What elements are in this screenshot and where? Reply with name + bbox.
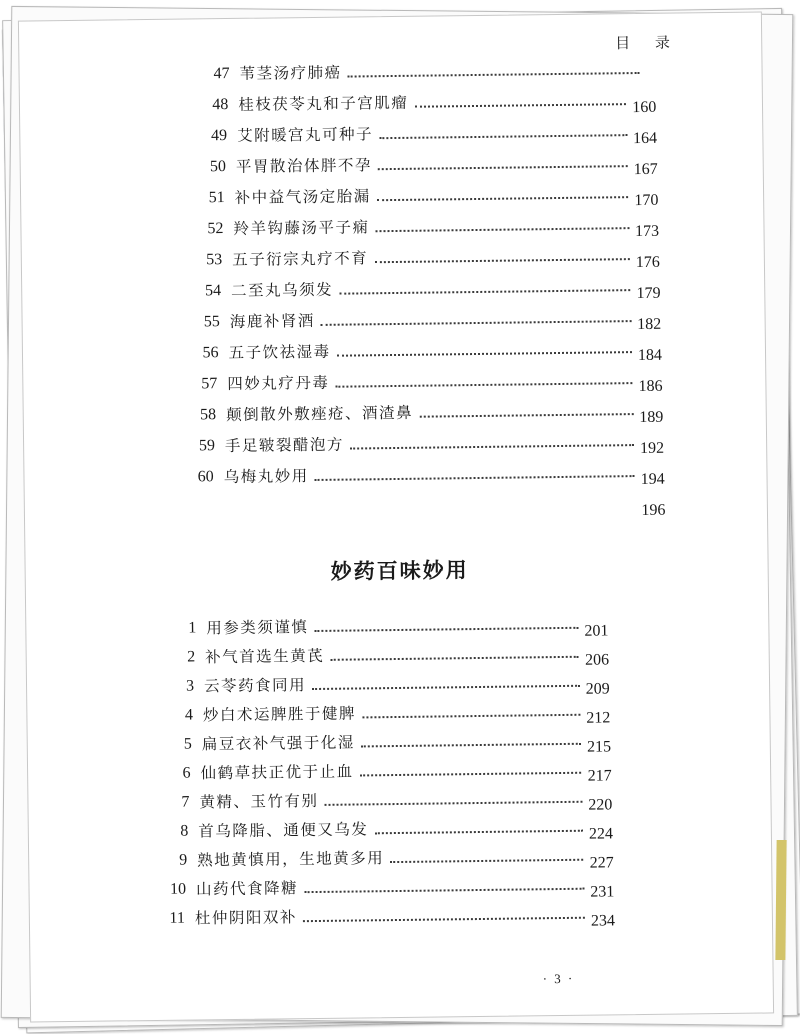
section-heading: 妙药百味妙用 [330, 557, 469, 584]
toc-entry-page: 167 [633, 160, 658, 179]
toc-entry-page: 160 [632, 98, 657, 117]
toc-entry-number: 59 [198, 437, 216, 455]
toc-entry [182, 492, 677, 526]
toc-entry [164, 670, 625, 704]
toc-entry [157, 844, 627, 878]
toc-entry-title: 杜仲阴阳双补 [194, 908, 298, 928]
toc-leader-dots [419, 413, 633, 418]
toc-entry-title: 扁豆衣补气强于化湿 [201, 733, 355, 754]
toc-entry-number: 55 [203, 313, 220, 331]
toc-entry-title: 四妙丸疗丹毒 [227, 373, 330, 394]
toc-entry-title: 补中益气汤定胎漏 [234, 187, 371, 207]
toc-entry [196, 151, 673, 185]
toc-entry-number: 47 [213, 65, 230, 83]
toc-entry-title: 首乌降脂、通便又乌发 [198, 820, 369, 841]
toc-entry [160, 757, 626, 791]
toc-leader-dots [304, 888, 584, 893]
toc-entry-number: 56 [202, 344, 219, 362]
toc-entry-title: 海鹿补肾酒 [229, 311, 315, 332]
toc-leader-dots [339, 289, 630, 295]
toc-entry [159, 786, 626, 820]
toc-leader-dots [362, 714, 580, 719]
toc-entry-page: 164 [632, 129, 658, 148]
toc-entry-number: 11 [169, 909, 185, 927]
toc-entry-page: 179 [636, 284, 661, 303]
toc-entry-page: 206 [584, 651, 610, 669]
toc-entry [166, 612, 624, 646]
toc-entry [197, 120, 672, 154]
toc-entry-page: 227 [589, 854, 614, 872]
toc-entry-title: 乌梅丸妙用 [223, 467, 309, 487]
toc-entry [165, 641, 625, 675]
toc-leader-dots [348, 72, 640, 78]
toc-leader-dots [375, 258, 630, 263]
toc-leader-dots [376, 227, 629, 232]
toc-entry [162, 728, 626, 762]
toc-entry-number: 48 [212, 96, 229, 114]
toc-entry-title: 手足皲裂醋泡方 [224, 435, 345, 456]
toc-entry-number: 50 [209, 158, 226, 176]
toc-leader-dots [361, 743, 581, 748]
toc-entry-number: 3 [185, 677, 195, 695]
toc-entry-page: 209 [585, 680, 610, 698]
toc-leader-dots [330, 656, 579, 661]
toc-entry-title: 补气首选生黄芪 [205, 646, 325, 667]
toc-entry-page: 189 [639, 408, 664, 427]
toc-entry-number: 54 [204, 282, 222, 300]
toc-entry [198, 89, 672, 123]
toc-entry [186, 399, 676, 433]
toc-leader-dots [312, 685, 579, 690]
toc-entry-number: 49 [211, 127, 228, 145]
toc-leader-dots [350, 444, 634, 449]
toc-entry [190, 306, 675, 340]
toc-entry-number: 1 [188, 619, 197, 637]
toc-entry-page: 215 [586, 738, 612, 756]
toc-leader-dots [360, 772, 582, 777]
toc-entry-number: 57 [201, 375, 218, 393]
toc-entry-page: 224 [588, 825, 614, 843]
toc-entry-page: 186 [638, 377, 663, 396]
toc-entry-page: 231 [590, 883, 615, 901]
toc-entry-page: 192 [639, 439, 665, 458]
toc-leader-dots [377, 196, 628, 201]
toc-entry [195, 182, 674, 216]
toc-entry-number: 5 [183, 735, 192, 753]
toc-entry-title: 平胃散治体胖不孕 [235, 156, 373, 176]
toc-entry-number: 10 [169, 880, 187, 898]
toc-entry-number: 53 [206, 251, 223, 269]
toc-entry-page: 234 [590, 912, 616, 930]
toc-leader-dots [379, 134, 627, 139]
toc-leader-dots [390, 859, 583, 863]
toc-leader-dots [321, 320, 631, 326]
toc-entry [185, 430, 676, 464]
toc-entry-title: 艾附暖宫丸可种子 [237, 125, 374, 145]
toc-entry-page: 184 [637, 346, 663, 365]
toc-entry-number: 7 [181, 793, 190, 811]
toc-entry-page: 201 [584, 622, 609, 640]
toc-entry-title: 用参类须谨慎 [206, 618, 309, 638]
toc-entry-title: 桂枝茯苓丸和子宫肌瘤 [238, 93, 409, 114]
toc-entry-number: 6 [182, 764, 191, 782]
toc-entry-title: 黄精、玉竹有别 [199, 791, 319, 812]
toc-entry-number: 9 [179, 851, 188, 869]
toc-leader-dots [415, 103, 627, 108]
toc-entry-page: 212 [586, 709, 611, 727]
toc-entry-title: 仙鹤草扶正优于止血 [200, 762, 354, 783]
toc-entry-number: 58 [200, 406, 217, 424]
toc-entry-number: 51 [208, 189, 225, 207]
book-edge-yellow [775, 840, 786, 960]
page-number: · 3 · [542, 970, 575, 987]
toc-leader-dots [378, 165, 627, 170]
toc-entry [187, 368, 675, 402]
toc-entry [163, 699, 626, 733]
toc-leader-dots [375, 830, 583, 835]
toc-entry-page: 176 [635, 253, 660, 272]
toc-entry-number: 4 [184, 706, 194, 724]
toc-leader-dots [315, 475, 635, 481]
toc-entry-page: 196 [641, 501, 666, 520]
toc-entry-title: 苇茎汤疗肺癌 [239, 63, 342, 83]
toc-entry-page: 194 [640, 470, 665, 489]
toc-entry [155, 902, 628, 936]
toc-entry-title: 五子饮祛湿毒 [228, 342, 331, 363]
toc-entry-number: 8 [180, 822, 189, 840]
toc-leader-dots [325, 801, 583, 806]
document-page [18, 11, 774, 1022]
toc-leader-dots [336, 382, 633, 388]
toc-entry [188, 337, 675, 371]
toc-entry [193, 213, 673, 247]
toc-entry-number: 60 [197, 468, 214, 486]
toc-entry [191, 275, 674, 309]
toc-entry-page: 182 [637, 315, 662, 334]
toc-leader-dots [315, 627, 579, 632]
toc-entry-page: 173 [635, 222, 660, 241]
toc-entry-number: 2 [187, 648, 196, 666]
toc-entry [184, 461, 677, 495]
toc-entry [156, 873, 628, 907]
toc-entry [192, 244, 674, 278]
toc-entry-title: 颠倒散外敷痤疮、酒渣鼻 [226, 403, 414, 425]
toc-entry-title: 山药代食降糖 [195, 879, 299, 899]
toc-entry-title: 羚羊钩藤汤平子痫 [233, 218, 370, 238]
toc-leader-dots [337, 351, 632, 357]
toc-entry [158, 815, 627, 849]
toc-entry-title: 云苓药食同用 [203, 676, 307, 696]
running-head: 目 录 [615, 33, 681, 53]
toc-entry-number: 52 [207, 220, 224, 238]
toc-entry-page: 217 [587, 767, 612, 785]
toc-entry-title: 五子衍宗丸疗不育 [232, 249, 369, 269]
toc-entry-page: 220 [588, 796, 613, 814]
toc-entry-title: 熟地黄慎用，生地黄多用 [197, 849, 385, 870]
toc-entry-title: 炒白术运脾胜于健脾 [202, 704, 357, 725]
toc-entry-title: 二至丸乌须发 [230, 280, 334, 300]
toc-entry [199, 58, 671, 92]
toc-leader-dots [303, 917, 585, 922]
toc-entry-page: 170 [634, 191, 659, 210]
